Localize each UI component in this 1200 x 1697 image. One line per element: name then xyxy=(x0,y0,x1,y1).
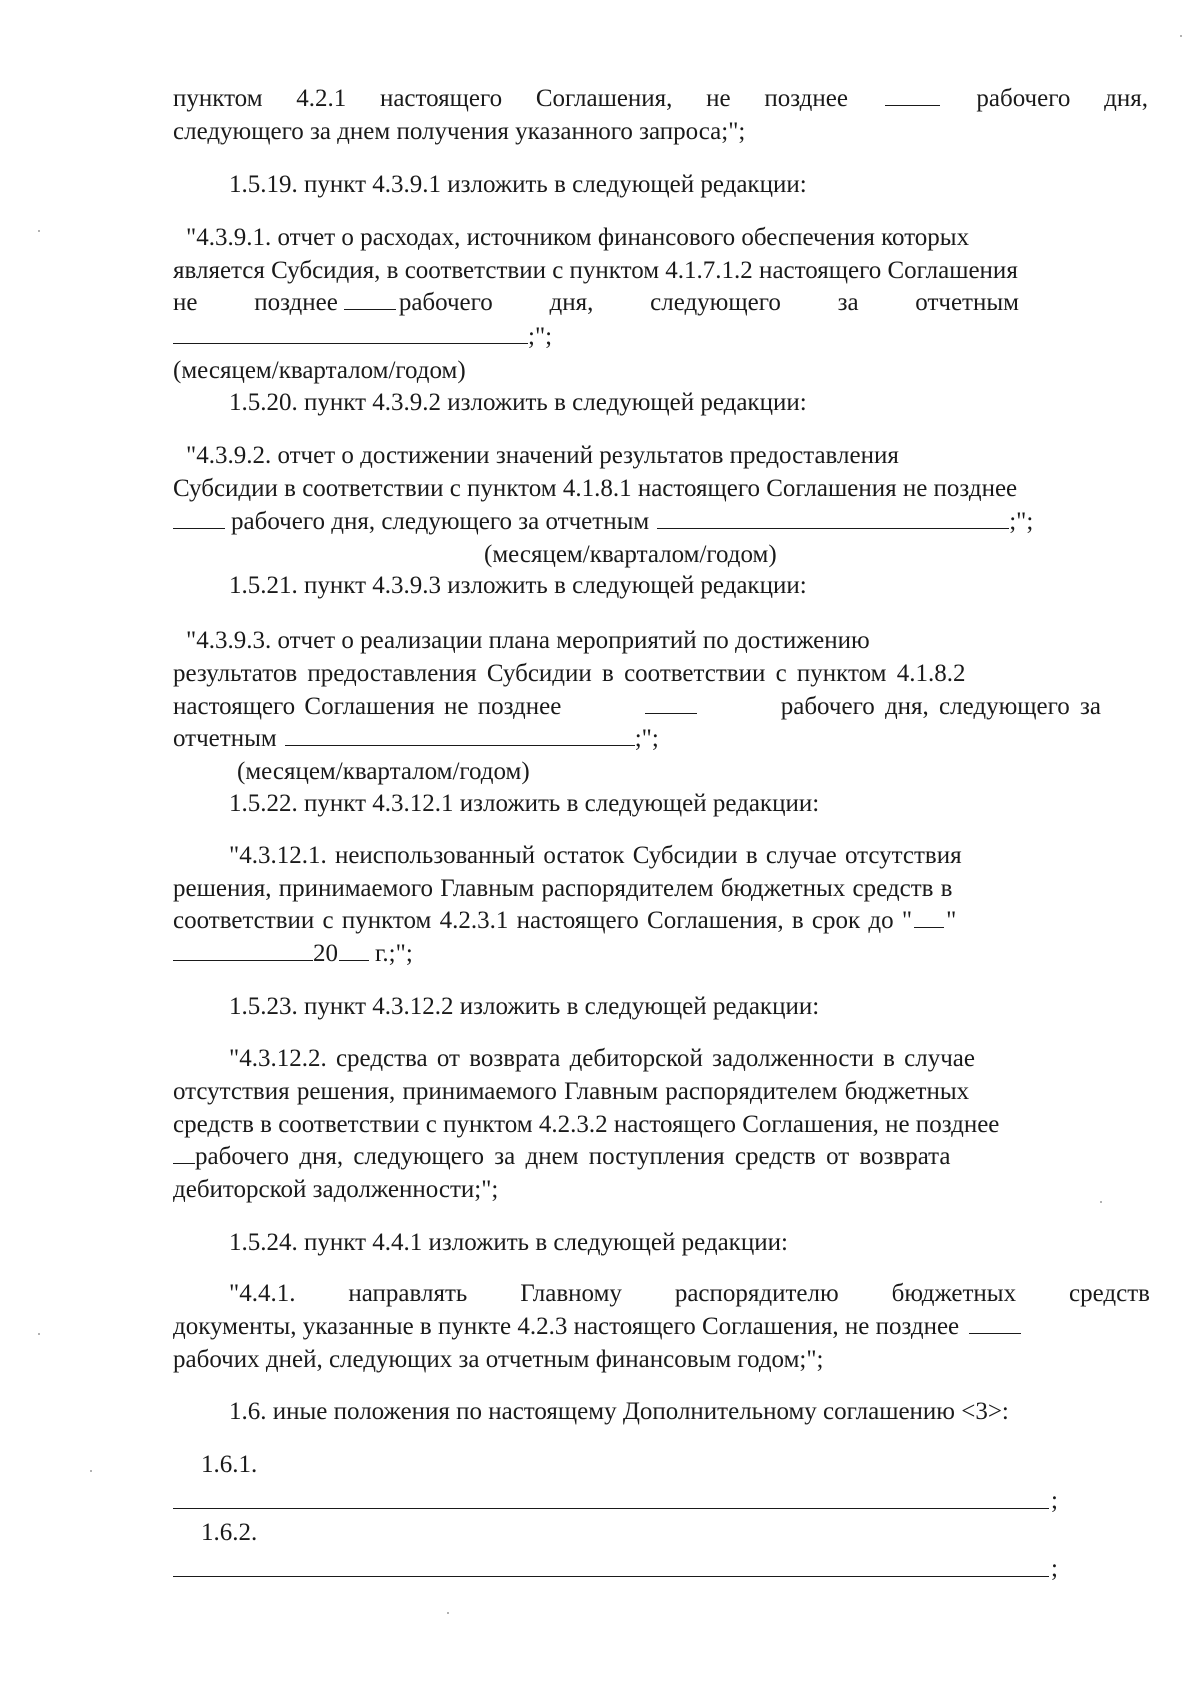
word: средств xyxy=(1069,1280,1150,1307)
item-label: 1.6.1. xyxy=(201,1451,258,1478)
word: настоящего xyxy=(379,85,503,112)
word: Соглашения, xyxy=(535,85,673,112)
fill-in-blank xyxy=(344,289,396,310)
scan-speck xyxy=(38,1333,40,1335)
word: рабочего xyxy=(976,85,1071,112)
fill-in-blank xyxy=(885,85,940,106)
word: бюджетных xyxy=(891,1280,1017,1307)
fill-in-line xyxy=(173,1576,1049,1577)
word: рабочего дня, следующего за xyxy=(780,693,1101,720)
paragraph-line: является Субсидия, в соответствии с пунктом 4.1.7.1.2 настоящего Соглашения xyxy=(173,257,1018,284)
paragraph-line xyxy=(173,288,1019,318)
fill-in-blank xyxy=(173,1143,195,1164)
scan-speck xyxy=(447,1612,449,1614)
paragraph-line: средств в соответствии с пунктом 4.2.3.2 настоящего Соглашения, не позднее xyxy=(173,1111,1000,1138)
word: пунктом xyxy=(173,85,263,112)
word: дня, xyxy=(1104,85,1148,112)
word: за xyxy=(837,289,859,316)
paragraph-line: "4.3.9.1. отчет о расходах, источником финансового обеспечения которых xyxy=(186,224,970,251)
fill-in-blank xyxy=(173,508,225,529)
word: отчетным xyxy=(915,289,1019,316)
clause-heading: 1.6. иные положения по настоящему Дополнительному соглашению <3>: xyxy=(229,1398,1009,1425)
paragraph-line: отчетным ;"; xyxy=(173,725,659,752)
word: позднее xyxy=(764,85,848,112)
word: не xyxy=(173,289,198,316)
clause-heading: 1.5.19. пункт 4.3.9.1 изложить в следующей редакции: xyxy=(229,171,807,198)
word: следующего xyxy=(650,289,781,316)
word: "4.4.1. xyxy=(229,1280,296,1307)
fill-in-blank xyxy=(969,1313,1021,1334)
paragraph-line: "4.3.12.1. неиспользованный остаток Субсидии в случае отсутствия xyxy=(229,842,962,869)
paragraph-line: ;"; xyxy=(173,322,552,352)
paragraph-line: соответствии с пунктом 4.2.3.1 настоящего Соглашения, в срок до " " xyxy=(173,907,957,934)
paragraph-line: рабочих дней, следующих за отчетным финансовым годом;"; xyxy=(173,1346,824,1373)
clause-heading: 1.5.21. пункт 4.3.9.3 изложить в следующей редакции: xyxy=(229,572,807,599)
field-hint: (месяцем/кварталом/годом) xyxy=(237,758,530,785)
fill-in-blank xyxy=(173,323,528,344)
paragraph-line: "4.3.9.2. отчет о достижении значений результатов предоставления xyxy=(186,442,899,469)
fill-in-blank xyxy=(657,508,1009,529)
paragraph-line: "4.3.9.3. отчет о реализации плана мероприятий по достижению xyxy=(186,627,870,654)
word: Главному xyxy=(520,1280,622,1307)
scan-speck xyxy=(38,230,40,232)
scan-speck xyxy=(1180,35,1182,37)
scan-speck xyxy=(1100,1201,1102,1203)
paragraph-line: дебиторской задолженности;"; xyxy=(173,1176,499,1203)
item-label: 1.6.2. xyxy=(201,1519,258,1546)
fill-in-blank xyxy=(645,693,697,714)
fill-in-blank xyxy=(339,940,369,961)
fill-in-blank xyxy=(914,907,944,928)
paragraph-line: "4.3.12.2. средства от возврата дебиторской задолженности в случае xyxy=(229,1045,975,1072)
paragraph-line: рабочего дня, следующего за отчетным ;"; xyxy=(173,507,1033,537)
word: распорядителю xyxy=(674,1280,839,1307)
fill-in-blank xyxy=(285,725,635,746)
fill-in-blank xyxy=(173,940,313,961)
word: дня, xyxy=(549,289,594,316)
paragraph-line: Субсидии в соответствии с пунктом 4.1.8.1 настоящего Соглашения не позднее xyxy=(173,475,1018,502)
fill-in-line xyxy=(173,1508,1049,1509)
word: позднее рабочего xyxy=(254,289,493,316)
word: 4.2.1 xyxy=(296,85,347,112)
paragraph-line: результатов предоставления Субсидии в соответствии с пунктом 4.1.8.2 xyxy=(173,660,966,687)
clause-heading: 1.5.20. пункт 4.3.9.2 изложить в следующей редакции: xyxy=(229,389,807,416)
line-terminator: ; xyxy=(1051,1555,1058,1582)
clause-heading: 1.5.22. пункт 4.3.12.1 изложить в следующей редакции: xyxy=(229,790,820,817)
paragraph-line: следующего за днем получения указанного запроса;"; xyxy=(173,118,746,145)
clause-heading: 1.5.23. пункт 4.3.12.2 изложить в следующей редакции: xyxy=(229,993,820,1020)
word: направлять xyxy=(348,1280,468,1307)
line-terminator: ; xyxy=(1051,1487,1058,1514)
clause-heading: 1.5.24. пункт 4.4.1 изложить в следующей редакции: xyxy=(229,1229,788,1256)
paragraph-line: отсутствия решения, принимаемого Главным распорядителем бюджетных xyxy=(173,1078,970,1105)
paragraph-line xyxy=(229,1279,1150,1309)
scan-speck xyxy=(90,1470,92,1472)
paragraph-line: документы, указанные в пункте 4.2.3 настоящего Соглашения, не позднее xyxy=(173,1312,1021,1342)
paragraph-line: 20 г.;"; xyxy=(173,939,413,969)
paragraph-line: решения, принимаемого Главным распорядителем бюджетных средств в xyxy=(173,875,953,902)
paragraph-line xyxy=(173,692,1101,722)
word: не xyxy=(706,85,731,112)
field-hint: (месяцем/кварталом/годом) xyxy=(173,357,466,384)
word: настоящего Соглашения не позднее xyxy=(173,693,562,720)
paragraph-line: рабочего дня, следующего за днем поступления средств от возврата xyxy=(173,1142,951,1172)
paragraph-line xyxy=(173,84,1148,114)
field-hint: (месяцем/кварталом/годом) xyxy=(484,541,777,568)
